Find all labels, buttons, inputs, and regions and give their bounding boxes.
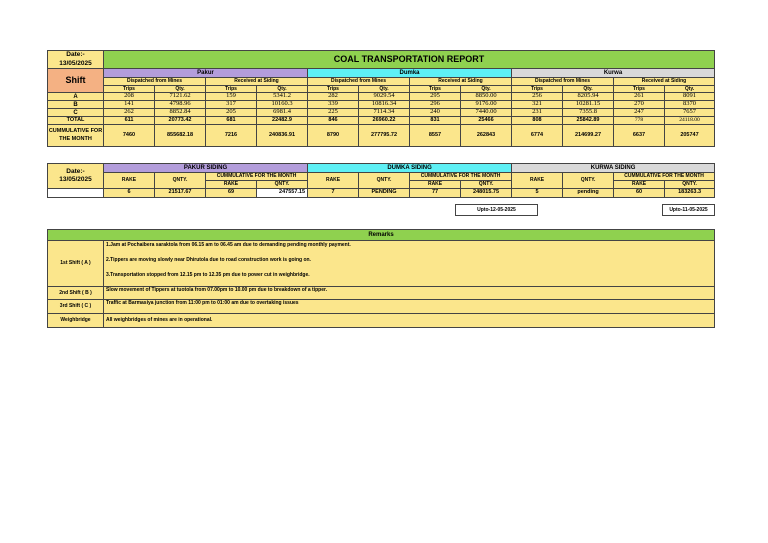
trips-header: Trips <box>206 86 257 93</box>
cumulative-cell: 855682.18 <box>155 125 206 147</box>
trips-header: Trips <box>512 86 563 93</box>
siding-date-label: Date:- <box>66 167 85 175</box>
shift-row-c <box>48 109 715 117</box>
upto-kurwa: Upto-11-05-2025 <box>662 204 715 216</box>
value-cell: 317 <box>206 101 257 109</box>
value-cell: 9029.54 <box>359 93 410 101</box>
value-cell: 282 <box>308 93 359 101</box>
qnty-value: PENDING <box>359 189 410 198</box>
value-cell: 8205.94 <box>563 93 614 101</box>
remark-row-weighbridge <box>48 314 715 328</box>
value-cell: 10160.3 <box>257 101 308 109</box>
value-cell: 256 <box>512 93 563 101</box>
cumulative-header: CUMMULATIVE FOR THE MONTH <box>614 173 715 181</box>
value-cell: 231 <box>512 109 563 117</box>
upto-dumka: Upto-12-05-2025 <box>455 204 538 216</box>
value-cell: 4798.96 <box>155 101 206 109</box>
cumulative-label: CUMMULATIVE FOR THE MONTH <box>48 125 104 147</box>
remarks-table <box>47 229 715 328</box>
remark-line: Slow movement of Tippers at tuotola from 07.00pm to 10.00 pm due to breakdown of a tipper. <box>104 287 715 300</box>
total-cell: 25842.89 <box>563 117 614 125</box>
dispatched-header: Dispatched from Mines <box>308 78 410 86</box>
siding-table <box>47 163 715 198</box>
value-cell: 7355.8 <box>563 109 614 117</box>
rake-value: 5 <box>512 189 563 198</box>
shift-label: A <box>48 93 104 101</box>
remarks-title: Remarks <box>48 230 715 241</box>
value-cell: 8091 <box>665 93 715 101</box>
value-cell: 7114.34 <box>359 109 410 117</box>
qnty-header: QNTY. <box>563 173 614 189</box>
remark-label: Weighbridge <box>48 314 104 328</box>
remark-label: 2nd Shift ( B ) <box>48 287 104 300</box>
total-cell: 22482.9 <box>257 117 308 125</box>
value-cell: 5341.2 <box>257 93 308 101</box>
remark-row-shift-b <box>48 287 715 300</box>
qty-header: Qty. <box>155 86 206 93</box>
siding-dumka: DUMKA SIDING <box>308 164 512 173</box>
total-cell: 25466 <box>461 117 512 125</box>
qty-header: Qty. <box>461 86 512 93</box>
cumulative-cell: 6637 <box>614 125 665 147</box>
dispatched-header: Dispatched from Mines <box>104 78 206 86</box>
qty-header: Qty. <box>359 86 410 93</box>
remark-line: 2.Tippers are moving slowly near Dhirutola due to road construction work is going on. <box>106 257 311 263</box>
date-cell <box>48 51 104 69</box>
date-value: 13/05/2025 <box>59 59 92 67</box>
value-cell: 321 <box>512 101 563 109</box>
received-header: Received at Siding <box>410 78 512 86</box>
trips-header: Trips <box>614 86 665 93</box>
value-cell: 7440.00 <box>461 109 512 117</box>
rake-header: RAKE <box>614 181 665 189</box>
cumulative-cell: 7460 <box>104 125 155 147</box>
total-cell: 20773.42 <box>155 117 206 125</box>
cumulative-row <box>48 125 715 147</box>
value-cell: 262 <box>104 109 155 117</box>
received-header: Received at Siding <box>614 78 715 86</box>
cum-qnty-value: 248015.75 <box>461 189 512 198</box>
cum-rake-value: 69 <box>206 189 257 198</box>
siding-pakur: PAKUR SIDING <box>104 164 308 173</box>
cumulative-cell: 205747 <box>665 125 715 147</box>
cumulative-cell: 240836.91 <box>257 125 308 147</box>
value-cell: 295 <box>410 93 461 101</box>
value-cell: 296 <box>410 101 461 109</box>
shift-row-a <box>48 93 715 101</box>
rake-header: RAKE <box>104 173 155 189</box>
trips-header: Trips <box>104 86 155 93</box>
value-cell: 240 <box>410 109 461 117</box>
value-cell: 7657 <box>665 109 715 117</box>
remark-text <box>104 241 715 287</box>
total-cell: 831 <box>410 117 461 125</box>
total-cell: 24118.00 <box>665 117 715 125</box>
cum-rake-value: 77 <box>410 189 461 198</box>
value-cell: 247 <box>614 109 665 117</box>
remark-line: 1.Jam at Pochaibera saraktola from 06.15 am to 06.45 am due to demanding pending monthly payment. <box>106 242 351 248</box>
qnty-header: QNTY. <box>155 173 206 189</box>
remark-line: 3.Transportation stopped from 12.15 pm to 12.35 pm due to power cut in weighbridge. <box>106 272 310 278</box>
value-cell: 205 <box>206 109 257 117</box>
value-cell: 141 <box>104 101 155 109</box>
value-cell: 159 <box>206 93 257 101</box>
transport-table <box>47 50 715 147</box>
qty-header: Qty. <box>665 86 715 93</box>
value-cell: 8370 <box>665 101 715 109</box>
rake-value: 6 <box>104 189 155 198</box>
cumulative-cell: 6774 <box>512 125 563 147</box>
remark-line: All weighbridges of mines are in operational. <box>104 314 715 328</box>
cumulative-cell: 7216 <box>206 125 257 147</box>
total-row <box>48 117 715 125</box>
remark-row-shift-c <box>48 300 715 314</box>
remark-label: 3rd Shift ( C ) <box>48 300 104 314</box>
siding-values-row <box>48 189 715 198</box>
value-cell: 208 <box>104 93 155 101</box>
qnty-value: pending <box>563 189 614 198</box>
value-cell: 9176.00 <box>461 101 512 109</box>
qnty-header: QNTY. <box>665 181 715 189</box>
total-cell: 778 <box>614 117 665 125</box>
cum-qnty-value: 247557.15 <box>257 189 308 198</box>
qty-header: Qty. <box>257 86 308 93</box>
qty-header: Qty. <box>563 86 614 93</box>
trips-header: Trips <box>410 86 461 93</box>
rake-header: RAKE <box>410 181 461 189</box>
cumulative-header: CUMMULATIVE FOR THE MONTH <box>206 173 308 181</box>
siding-kurwa: KURWA SIDING <box>512 164 715 173</box>
qnty-value: 21517.67 <box>155 189 206 198</box>
rake-value: 7 <box>308 189 359 198</box>
shift-header: Shift <box>48 69 104 93</box>
trips-header: Trips <box>308 86 359 93</box>
remark-row-shift-a <box>48 241 715 287</box>
dispatched-header: Dispatched from Mines <box>512 78 614 86</box>
location-dumka: Dumka <box>308 69 512 78</box>
cumulative-cell: 8557 <box>410 125 461 147</box>
cumulative-header: CUMMULATIVE FOR THE MONTH <box>410 173 512 181</box>
total-cell: 26960.22 <box>359 117 410 125</box>
shift-row-b <box>48 101 715 109</box>
total-cell: 808 <box>512 117 563 125</box>
total-label: TOTAL <box>48 117 104 125</box>
remark-label: 1st Shift ( A ) <box>48 241 104 287</box>
value-cell: 6981.4 <box>257 109 308 117</box>
rake-header: RAKE <box>206 181 257 189</box>
value-cell: 339 <box>308 101 359 109</box>
value-cell: 8850.00 <box>461 93 512 101</box>
siding-date-value: 13/05/2025 <box>59 176 92 183</box>
cumulative-cell: 214699.27 <box>563 125 614 147</box>
shift-label: C <box>48 109 104 117</box>
report-title: COAL TRANSPORTATION REPORT <box>104 51 715 69</box>
total-cell: 681 <box>206 117 257 125</box>
qnty-header: QNTY. <box>461 181 512 189</box>
rake-header: RAKE <box>512 173 563 189</box>
spacer-cell <box>48 189 104 198</box>
location-pakur: Pakur <box>104 69 308 78</box>
cum-qnty-value: 183263.3 <box>665 189 715 198</box>
qnty-header: QNTY. <box>257 181 308 189</box>
siding-date-cell <box>48 164 104 189</box>
cumulative-cell: 262843 <box>461 125 512 147</box>
value-cell: 261 <box>614 93 665 101</box>
total-cell: 611 <box>104 117 155 125</box>
date-label: Date:- <box>66 51 85 58</box>
location-kurwa: Kurwa <box>512 69 715 78</box>
received-header: Received at Siding <box>206 78 308 86</box>
value-cell: 270 <box>614 101 665 109</box>
value-cell: 225 <box>308 109 359 117</box>
rake-header: RAKE <box>308 173 359 189</box>
value-cell: 7121.62 <box>155 93 206 101</box>
shift-label: B <box>48 101 104 109</box>
cumulative-cell: 8790 <box>308 125 359 147</box>
total-cell: 846 <box>308 117 359 125</box>
cumulative-cell: 277795.72 <box>359 125 410 147</box>
remark-line: Traffic at Barmasiya junction from 11:00 pm to 01:00 am due to overtaking issues <box>104 300 715 314</box>
cum-rake-value: 60 <box>614 189 665 198</box>
value-cell: 8852.84 <box>155 109 206 117</box>
value-cell: 10281.15 <box>563 101 614 109</box>
qnty-header: QNTY. <box>359 173 410 189</box>
value-cell: 10816.34 <box>359 101 410 109</box>
